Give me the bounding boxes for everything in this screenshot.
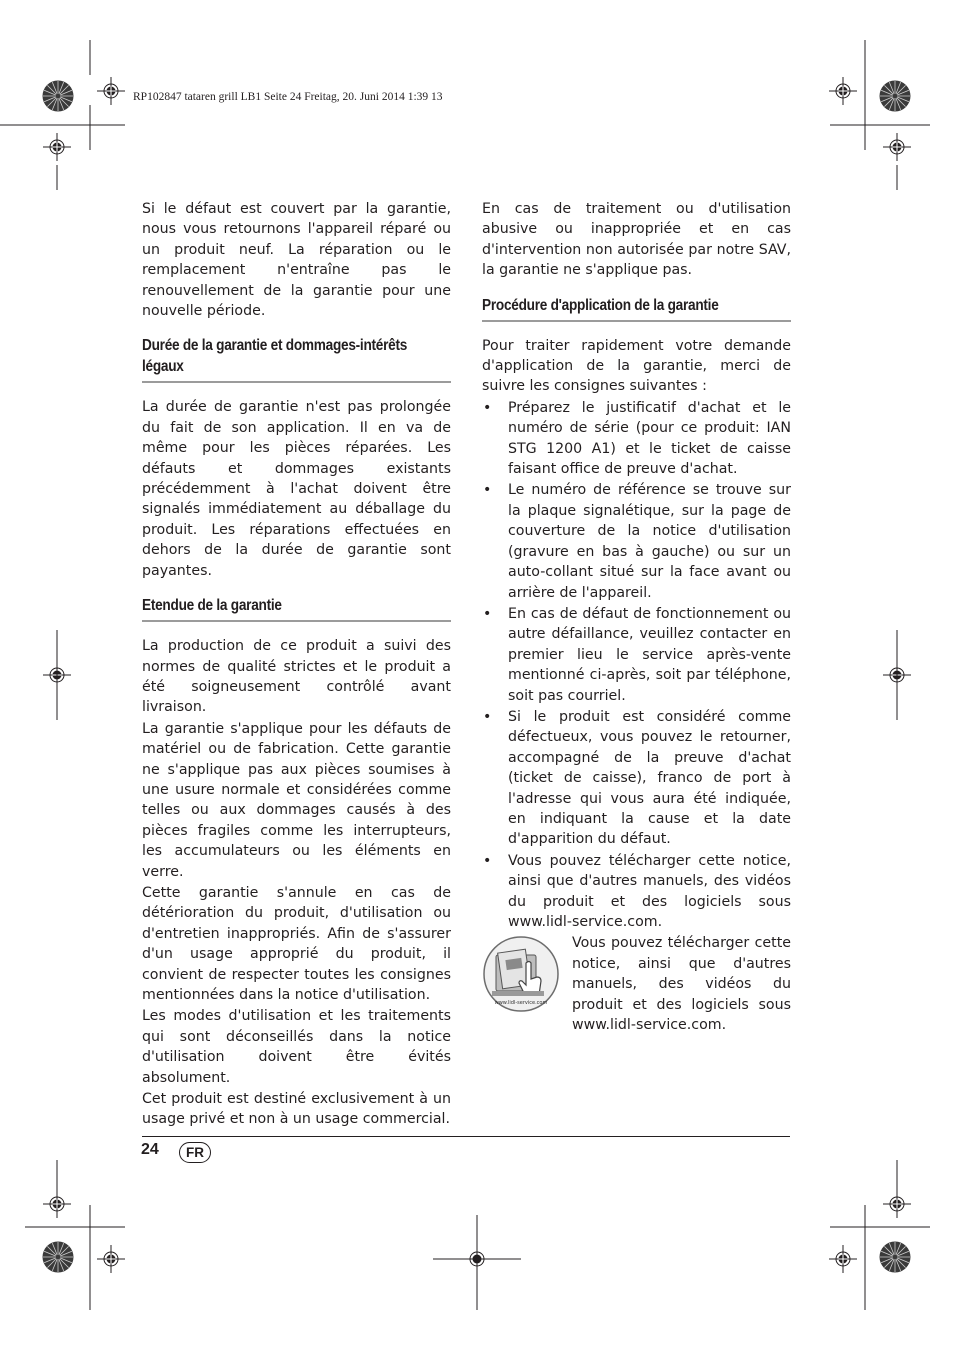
intro-paragraph: En cas de traitement ou d'utilisation abusive ou inappropriée et en cas d'intervention non autorisée par notre SAV, la garantie ne s'applique pas. — [482, 201, 791, 279]
crosshair-mark — [829, 77, 857, 105]
section-heading-procedure: Procédure d'application de la garantie — [482, 296, 719, 314]
bullet-icon: • — [483, 482, 492, 499]
sunburst-mark-bottom-right — [880, 1242, 911, 1273]
paragraph: La production de ce produit a suivi des normes de qualité strictes et le produit a été soigneusement contrôlé avant livraison. — [142, 638, 451, 716]
lead-paragraph: Pour traiter rapidement votre demande d'application de la garantie, merci de suivre les consignes suivantes : — [482, 337, 791, 395]
language-badge: FR — [179, 1142, 211, 1163]
right-column — [482, 199, 791, 1035]
list-item: • Préparez le justificatif d'achat et le numéro de série (pour ce produit: IAN STG 1200 A1) et le ticket de caisse faisant office de preuve d'achat. — [483, 399, 791, 478]
bullet-icon: • — [483, 708, 492, 725]
section-heading-duree: Durée de la garantie et dommages-intérêts légaux — [142, 337, 408, 376]
download-block — [482, 933, 791, 1035]
heading-rule — [482, 320, 791, 322]
paragraph: La garantie s'applique pour les défauts de matériel ou de fabrication. Cette garantie ne s'applique pas aux pièces soumises à une usure normale et considérées comme telles ou aux dommages causés à des pièces fragiles comme les interrupteurs, les accumulateurs ou les éléments en verre. — [142, 720, 451, 880]
svg-text:www.lidl-service.com: www.lidl-service.com — [494, 1000, 548, 1007]
sunburst-mark-bottom-left — [43, 1242, 74, 1273]
list-item: • Si le produit est considéré comme défectueux, vous pouvez le retourner, accompagné de la preuve d'achat (ticket de caisse), franco de port à l'adresse qui vous aura été indiquée, en indiquant la cause et la date d'apparition du défaut. — [483, 708, 791, 848]
bullet-icon: • — [483, 399, 492, 416]
crosshair-mark — [43, 1190, 71, 1218]
procedure-list — [482, 398, 791, 933]
list-item: • En cas de défaut de fonctionnement ou autre défaillance, veuillez contacter en premier lieu le service après-vente mentionné ci-après, soit par téléphone, soit pas courriel. — [483, 605, 791, 704]
print-header: RP102847 tataren grill LB1 Seite 24 Freitag, 20. Juni 2014 1:39 13 — [133, 91, 443, 103]
crosshair-mark — [829, 1245, 857, 1273]
section-heading-etendue: Etendue de la garantie — [142, 597, 282, 615]
sunburst-mark-top-left — [43, 81, 74, 112]
crosshair-mark — [43, 133, 71, 161]
crosshair-mark — [883, 133, 911, 161]
paragraph: Cet produit est destiné exclusivement à un usage privé et non à un usage commercial. — [142, 1091, 451, 1128]
crosshair-mark — [883, 1190, 911, 1218]
bullet-icon: • — [483, 605, 492, 622]
download-text: Vous pouvez télécharger cette notice, ainsi que d'autres manuels, des vidéos du produit et des logiciels sous www.lidl-service.com. — [572, 935, 791, 1034]
crosshair-mark — [97, 1245, 125, 1273]
crosshair-mark — [97, 77, 125, 105]
paragraph: La durée de garantie n'est pas prolongée du fait de son application. Il en va de même pour les pièces réparées. Les défauts et dommages existants précédemment à l'achat doivent être signalés immédiatement au déballage du produit. Les réparations effectuées en dehors de la durée de garantie sont payantes. — [142, 399, 451, 579]
paragraph: Cette garantie s'annule en cas de détérioration du produit, d'utilisation ou d'entretien inappropriés. Afin de s'assurer d'un usage approprié du produit, il convient de respecter toutes les consignes mentionnées dans la notice d'utilisation. — [142, 884, 451, 1003]
bullet-icon: • — [483, 852, 492, 869]
page-number: 24 — [141, 1141, 159, 1158]
list-item: • Vous pouvez télécharger cette notice, ainsi que d'autres manuels, des vidéos du produit et des logiciels sous www.lidl-service.com. — [483, 852, 791, 930]
paragraph: Les modes d'utilisation et les traitements qui sont déconseillés dans la notice d'utilisation doivent être évités absolument. — [142, 1008, 451, 1086]
heading-rule — [142, 381, 451, 383]
left-column — [142, 199, 451, 1131]
download-manual-icon — [482, 933, 572, 1035]
heading-rule — [142, 620, 451, 622]
footer-rule — [142, 1136, 790, 1137]
intro-paragraph: Si le défaut est couvert par la garantie, nous vous retournons l'appareil réparé ou un produit neuf. La réparation ou le remplacement n'entraîne pas le renouvellement de la garantie pour une nouvelle période. — [142, 201, 451, 320]
sunburst-mark-top-right — [880, 81, 911, 112]
list-item: • Le numéro de référence se trouve sur la plaque signalétique, sur la page de couverture de la notice d'utilisation (gravure en bas à gauche) ou sur un auto-collant situé sur la face avant ou arrière de l'appareil. — [483, 482, 791, 601]
